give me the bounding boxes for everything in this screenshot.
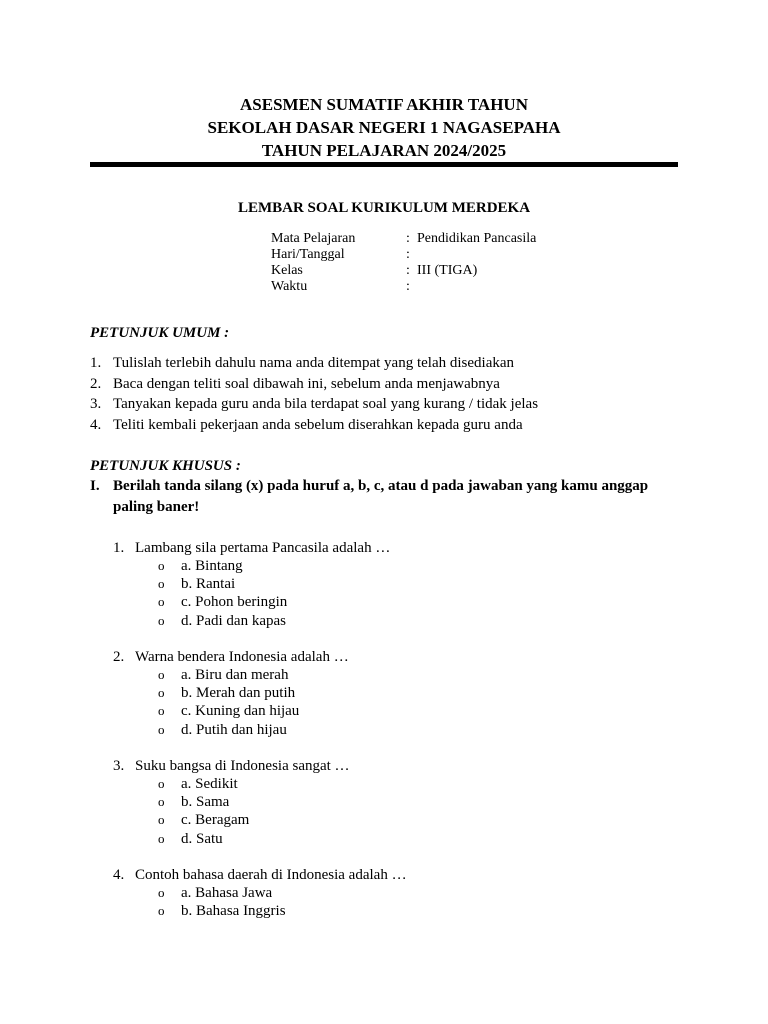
document-subtitle: LEMBAR SOAL KURIKULUM MERDEKA <box>237 200 531 216</box>
header-divider <box>90 162 678 167</box>
bullet-icon: o <box>158 812 165 828</box>
info-colon: : <box>406 231 410 246</box>
option-text: a. Bintang <box>181 558 243 574</box>
general-instructions-title: PETUNJUK UMUM : <box>90 325 230 341</box>
bullet-icon: o <box>158 703 165 719</box>
option-text: a. Biru dan merah <box>181 667 289 683</box>
question-number: 2. <box>113 649 125 665</box>
list-item-text: Tanyakan kepada guru anda bila terdapat soal yang kurang / tidak jelas <box>113 396 539 413</box>
instruction-text: Berilah tanda silang (x) pada huruf a, b, c, atau d pada jawaban yang kamu anggap paling baner! <box>113 478 649 515</box>
bullet-icon: o <box>158 612 165 628</box>
bullet-icon: o <box>158 558 165 573</box>
bullet-icon: o <box>158 594 165 610</box>
header-title: ASESMEN SUMATIF AKHIR TAHUN <box>240 95 528 114</box>
list-item-text: Tulislah terlebih dahulu nama anda ditempat yang telah disediakan <box>113 355 515 371</box>
list-item-text: Teliti kembali pekerjaan anda sebelum diserahkan kepada guru anda <box>113 417 523 434</box>
bullet-icon: o <box>158 794 165 810</box>
info-value: Pendidikan Pancasila <box>417 231 537 246</box>
option-text: c. Beragam <box>181 812 250 829</box>
info-label: Waktu <box>271 279 308 294</box>
bullet-icon: o <box>158 885 165 900</box>
list-item-text: Baca dengan teliti soal dibawah ini, sebelum anda menjawabnya <box>113 375 500 392</box>
bullet-icon: o <box>158 685 165 701</box>
option-text: b. Merah dan putih <box>181 685 296 702</box>
option-text: d. Padi dan kapas <box>181 612 286 629</box>
header-year: TAHUN PELAJARAN 2024/2025 <box>261 141 507 160</box>
list-item-number: 3. <box>90 396 102 413</box>
info-colon: : <box>406 247 410 262</box>
list-item-number: 4. <box>90 417 102 434</box>
question-text: Lambang sila pertama Pancasila adalah … <box>135 540 391 556</box>
option-text: c. Kuning dan hijau <box>181 703 300 720</box>
info-colon: : <box>406 263 410 278</box>
info-colon: : <box>406 279 410 294</box>
option-text: a. Sedikit <box>181 776 238 792</box>
info-value: III (TIGA) <box>417 263 478 278</box>
header-school: SEKOLAH DASAR NEGERI 1 NAGASEPAHA <box>207 118 561 137</box>
option-text: a. Bahasa Jawa <box>181 885 273 901</box>
section-number: I. <box>90 478 100 494</box>
question-number: 3. <box>113 758 125 774</box>
option-text: d. Putih dan hijau <box>181 721 287 738</box>
document-header <box>0 93 768 162</box>
bullet-icon: o <box>158 830 165 846</box>
question-number: 4. <box>113 867 125 883</box>
bullet-icon: o <box>158 903 165 919</box>
option-text: b. Bahasa Inggris <box>181 903 286 920</box>
question-text: Suku bangsa di Indonesia sangat … <box>135 758 350 774</box>
special-instructions-title: PETUNJUK KHUSUS : <box>90 458 241 474</box>
question-number: 1. <box>113 540 125 556</box>
info-label: Mata Pelajaran <box>271 231 356 246</box>
bullet-icon: o <box>158 721 165 737</box>
list-item-number: 1. <box>90 355 102 371</box>
option-text: d. Satu <box>181 830 223 847</box>
option-text: c. Pohon beringin <box>181 594 288 611</box>
question-text: Warna bendera Indonesia adalah … <box>135 649 349 665</box>
bullet-icon: o <box>158 576 165 592</box>
bullet-icon: o <box>158 776 165 791</box>
bullet-icon: o <box>158 667 165 682</box>
info-label: Kelas <box>271 263 303 278</box>
option-text: b. Rantai <box>181 576 236 593</box>
list-item-number: 2. <box>90 375 102 392</box>
question-text: Contoh bahasa daerah di Indonesia adalah … <box>135 867 407 883</box>
info-label: Hari/Tanggal <box>271 247 345 262</box>
option-text: b. Sama <box>181 794 230 811</box>
